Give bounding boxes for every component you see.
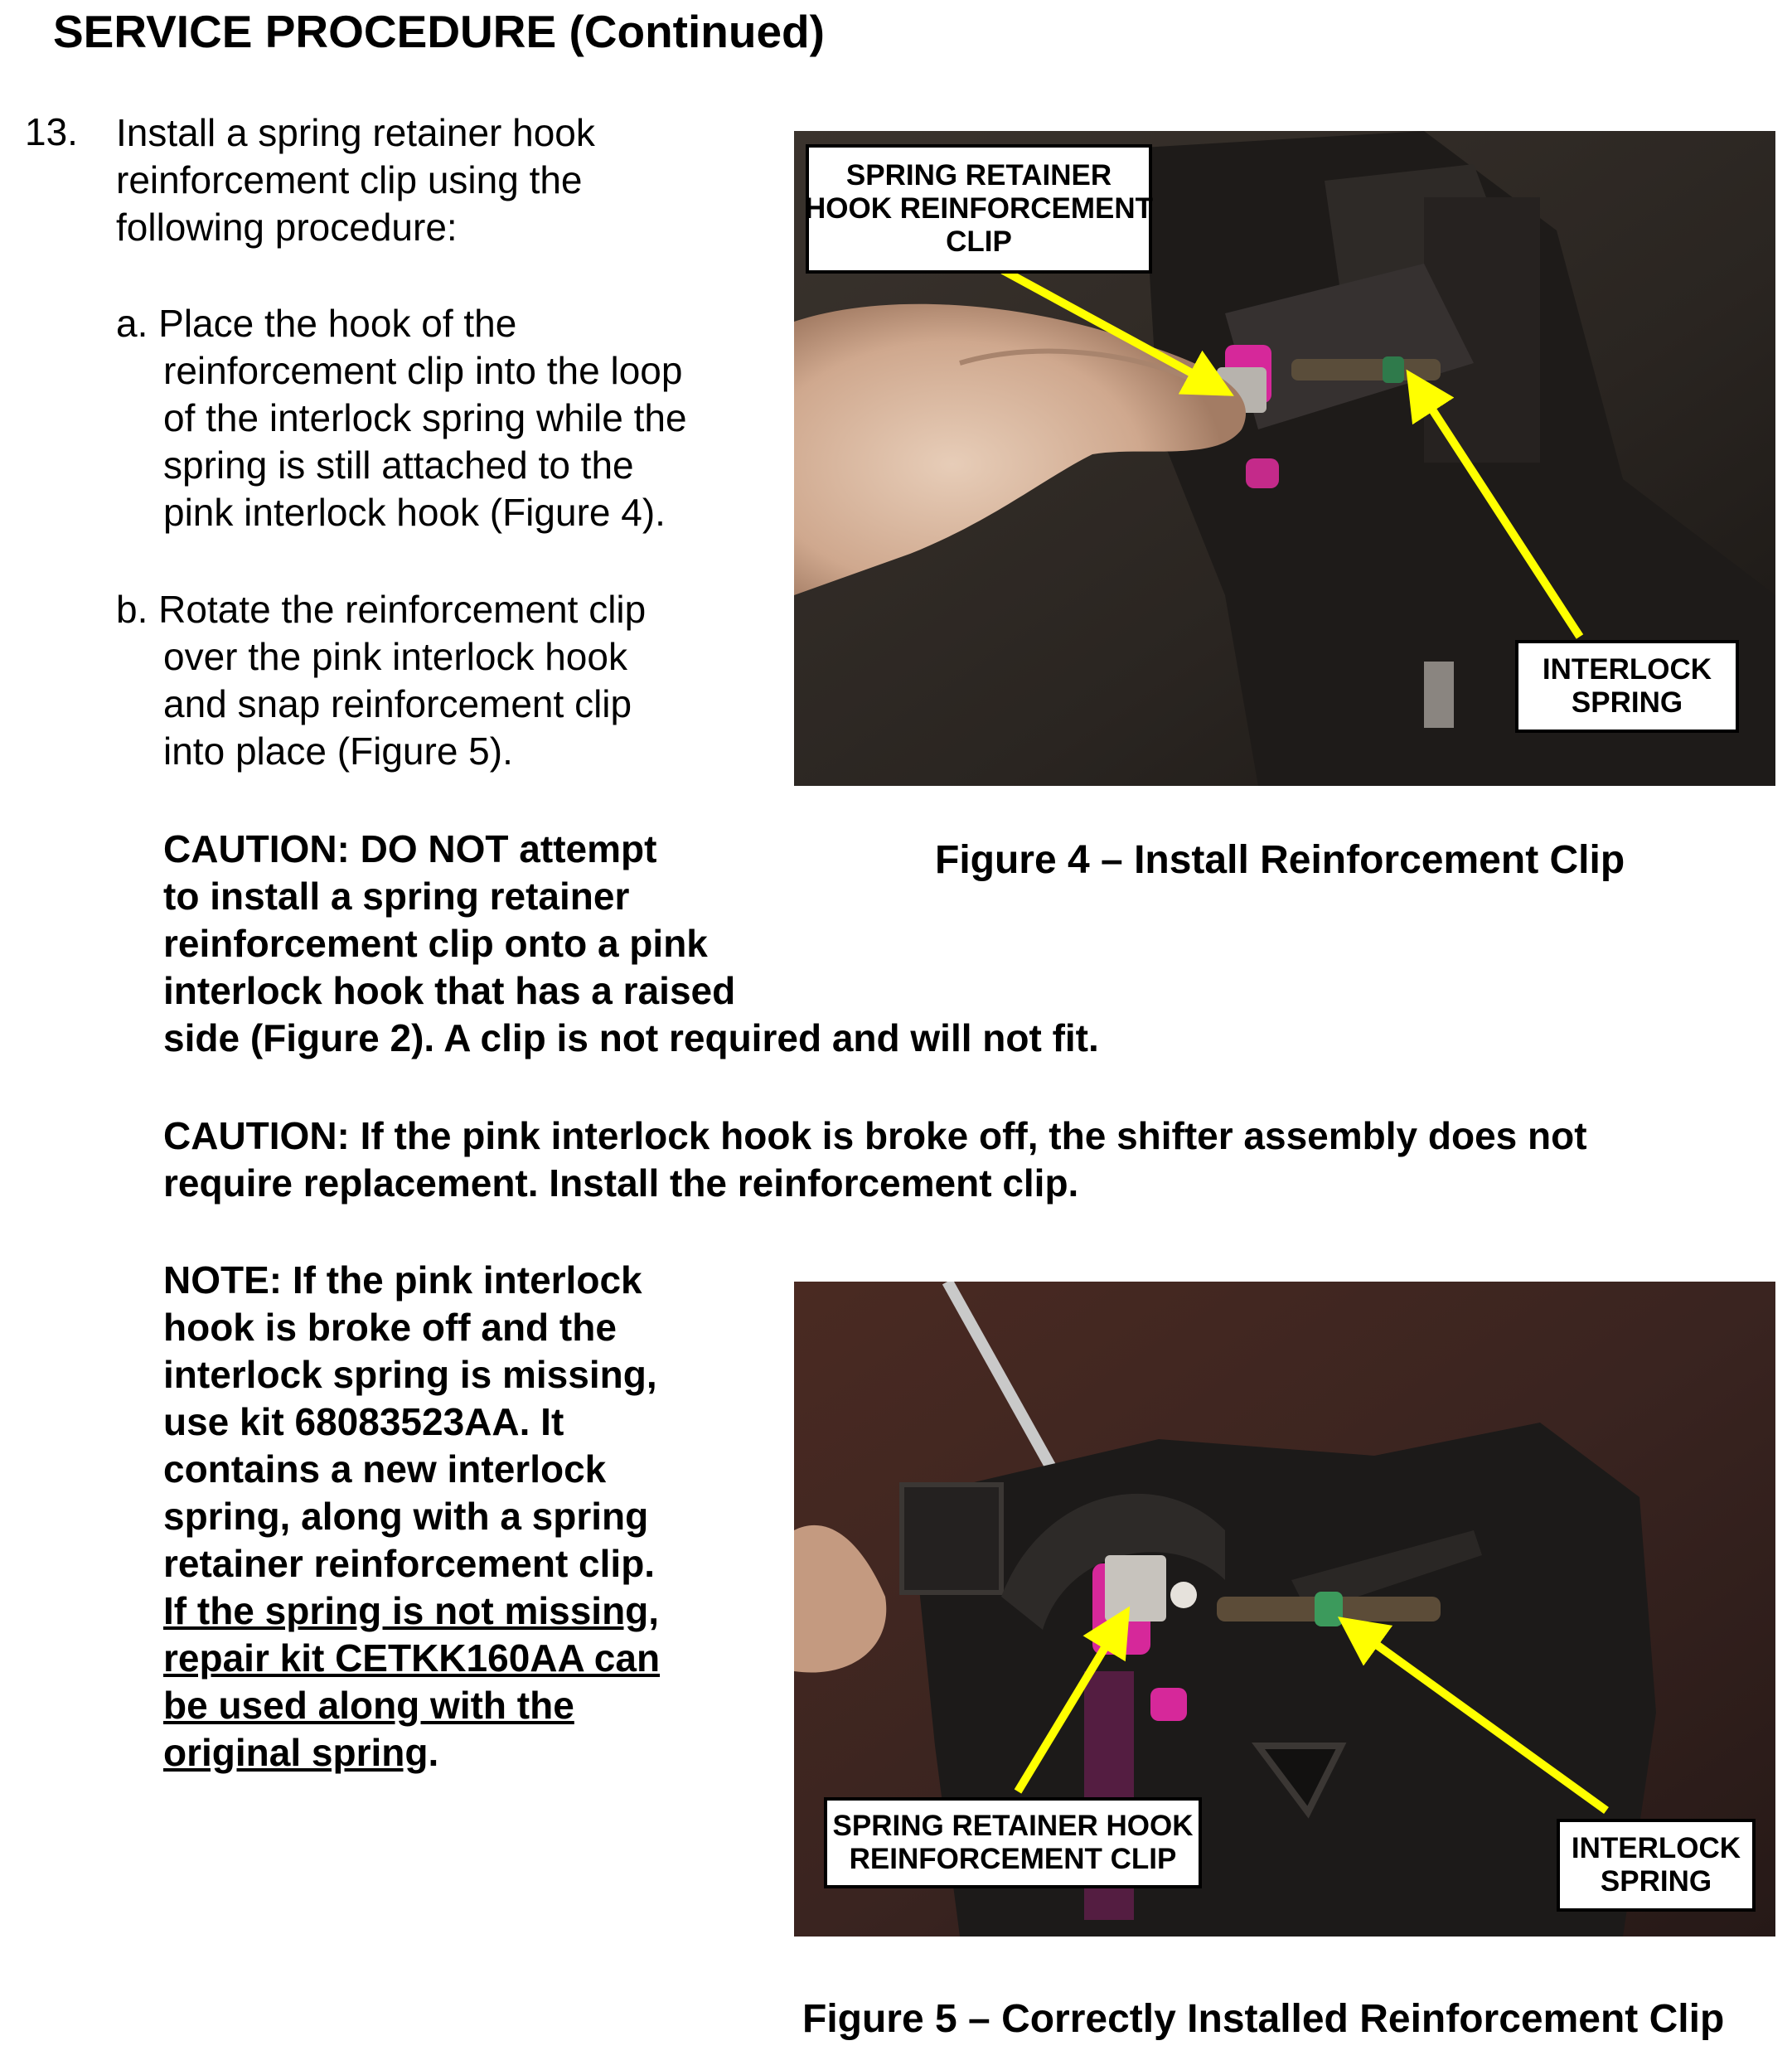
step-intro [116, 109, 595, 251]
interlock-spring [1291, 356, 1441, 383]
text-line: to install a spring retainer [163, 875, 630, 918]
text-line-underlined: If the spring is not missing, [163, 1589, 660, 1632]
text-line-underlined: repair kit CETKK160AA can [163, 1636, 661, 1680]
text-line: over the pink interlock hook [163, 635, 627, 678]
figure-5-caption: Figure 5 – Correctly Installed Reinforcement Clip [802, 1997, 1725, 2041]
figure-4-photo [794, 131, 1775, 786]
figure-5-photo [794, 1282, 1775, 1937]
text-line: CAUTION: If the pink interlock hook is broke off, the shifter assembly does not [163, 1114, 1587, 1157]
text-line-underlined: be used along with the [163, 1684, 574, 1727]
housing-corner-block [902, 1485, 1001, 1592]
clip-loop [1170, 1582, 1197, 1608]
text-line: a. Place the hook of the [116, 302, 517, 345]
text-line: side (Figure 2). A clip is not required and will not fit. [163, 1016, 1099, 1059]
substep-b [116, 586, 646, 775]
label-spring-retainer-clip [806, 144, 1152, 274]
text-line: Install a spring retainer hook [116, 111, 595, 154]
text-line: use kit 68083523AA. It [163, 1400, 564, 1443]
text-line [163, 1729, 660, 1777]
label-line: SPRING [1600, 1865, 1712, 1898]
label-line: INTERLOCK [1571, 1832, 1741, 1864]
reinforcement-clip [1105, 1555, 1166, 1621]
text-line: CAUTION: DO NOT attempt [163, 827, 657, 870]
text-line: retainer reinforcement clip. [163, 1542, 656, 1585]
note-block [163, 1257, 660, 1777]
text-line: require replacement. Install the reinforcement clip. [163, 1161, 1079, 1205]
figure-4-caption: Figure 4 – Install Reinforcement Clip [935, 838, 1625, 882]
text-line: reinforcement clip into the loop [163, 349, 683, 392]
text-line: of the interlock spring while the [163, 396, 687, 439]
label-line: SPRING RETAINER [845, 159, 1112, 191]
stud-bolt [1424, 662, 1454, 728]
page-title: SERVICE PROCEDURE (Continued) [53, 6, 825, 57]
text-line: hook is broke off and the [163, 1306, 617, 1349]
text-line: reinforcement clip onto a pink [163, 922, 708, 965]
interlock-spring [1217, 1592, 1441, 1626]
text-line: spring, along with a spring [163, 1495, 649, 1538]
text-line: contains a new interlock [163, 1447, 607, 1491]
text-line: NOTE: If the pink interlock [163, 1258, 642, 1302]
label-line: SPRING RETAINER HOOK [832, 1810, 1194, 1842]
substep-a [116, 300, 687, 536]
text-suffix: . [428, 1731, 439, 1774]
step-number: 13. [25, 110, 78, 153]
caution-broke-off [163, 1112, 1587, 1207]
label-interlock-spring [1557, 1819, 1756, 1912]
text-line: following procedure: [116, 206, 458, 249]
pink-lower-hook [1246, 458, 1279, 488]
label-line: CLIP [946, 225, 1012, 258]
text-line: and snap reinforcement clip [163, 682, 632, 725]
label-line: HOOK REINFORCEMENT [805, 192, 1153, 225]
text-line: reinforcement clip using the [116, 158, 583, 201]
label-line: INTERLOCK [1542, 653, 1712, 686]
label-spring-retainer-clip [824, 1797, 1202, 1888]
text-line: interlock hook that has a raised [163, 969, 736, 1012]
text-line: b. Rotate the reinforcement clip [116, 588, 647, 631]
label-line: SPRING [1571, 686, 1683, 719]
label-interlock-spring [1515, 640, 1739, 733]
text-line: pink interlock hook (Figure 4). [163, 491, 666, 534]
underlined-text: original spring [163, 1731, 429, 1774]
text-line: into place (Figure 5). [163, 730, 513, 773]
label-line: REINFORCEMENT CLIP [849, 1843, 1177, 1875]
text-line: spring is still attached to the [163, 444, 634, 487]
pink-lower-hook [1150, 1688, 1187, 1721]
text-line: interlock spring is missing, [163, 1353, 657, 1396]
